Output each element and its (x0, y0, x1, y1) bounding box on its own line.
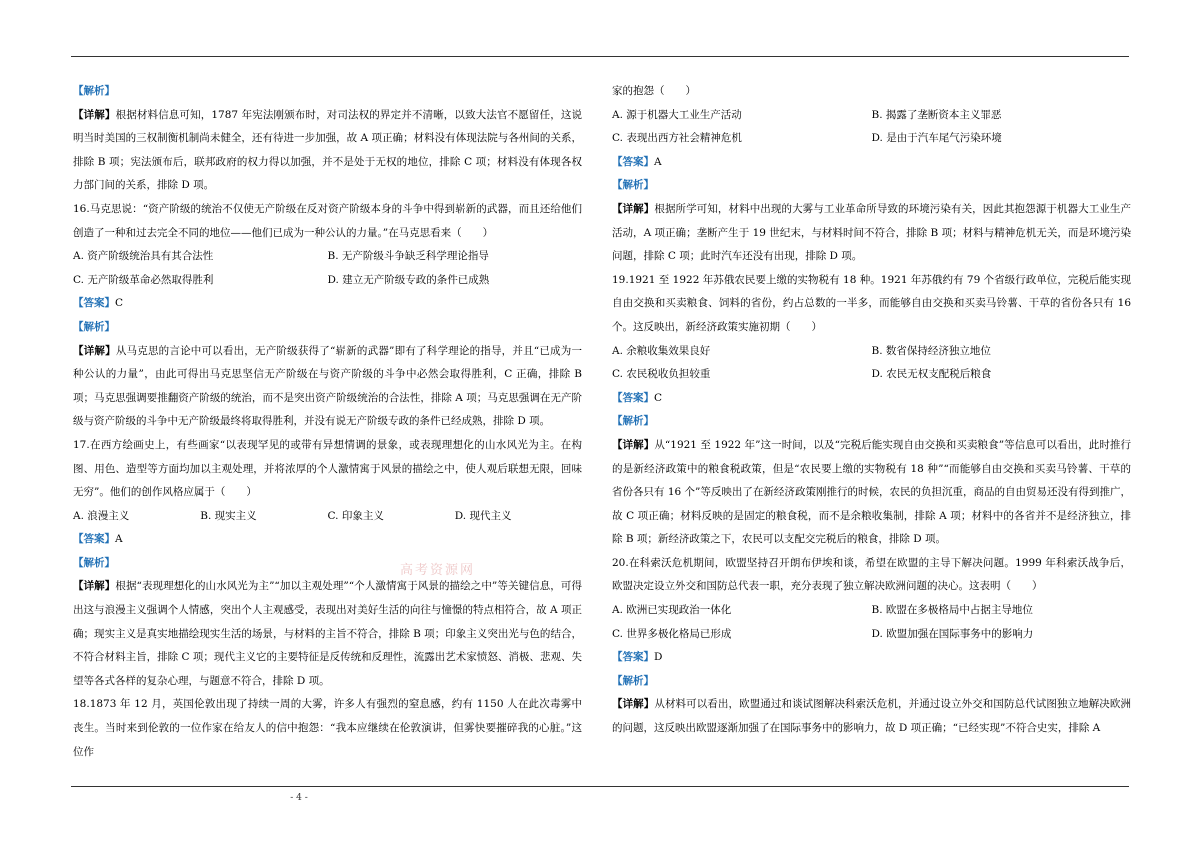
detail-label: 【详解】 (73, 344, 116, 357)
q19-answer-value: C (654, 391, 663, 404)
q15-detail (73, 104, 582, 198)
q20-analysis-label: 【解析】 (612, 674, 654, 687)
q17-options (73, 505, 582, 529)
q20-detail-text: 从材料可以看出，欧盟通过和谈试图解决科索沃危机，并通过设立外交和国防总代试图独立地解决欧洲的问题，这反映出欧盟逐渐加强了在国际事务中的影响力，故 D 项正确；“已经实现”不符合史实，排除 A (612, 698, 1131, 735)
q16-option-d: D. 建立无产阶级专政的条件已成熟 (327, 273, 490, 286)
header-rule (71, 56, 1129, 57)
q16-detail-text: 从马克思的言论中可以看出，无产阶级获得了“崭新的武器”即有了科学理论的指导，并且“已成为一种公认的力量”，由此可得出马克思坚信无产阶级在与资产阶级的斗争中必然会取得胜利，C 正确，排除 B 项；马克思强调要推翻资产阶级的统治，而不是突出资产阶级统治的合法性，排除 A 项；马克思强调在无产阶级与资产阶级的斗争中无产阶级最终将取得胜利，并没有说无产阶级专政的条件已经成熟，排除 D 项。 (73, 344, 582, 428)
q18-option-b: B. 揭露了垄断资本主义罪恶 (871, 108, 1002, 121)
q15-analysis-label: 【解析】 (73, 85, 115, 97)
q16-answer-value: C (115, 297, 124, 310)
q20-option-c: C. 世界多极化格局已形成 (612, 627, 732, 640)
q19-stem: 19.1921 至 1922 年苏俄农民要上缴的实物税有 18 种。1921 年苏俄约有 79 个省级行政单位，完税后能实现自由交换和买卖粮食、饲料的省份，约占总数的一半多，而能够自由交换和买卖马铃薯、干草的省份各只有 16 个。这反映出，新经济政策实施初期（ ） (612, 273, 1131, 333)
answer-label: 【答案】 (612, 155, 654, 168)
q20-option-a: A. 欧洲已实现政治一体化 (612, 604, 732, 617)
q20-options-row1 (612, 599, 1131, 623)
q17-detail-text: 根据“表现理想化的山水风光为主”“加以主观处理”“个人激情寓于风景的描绘之中”等关键信息，可得出这与浪漫主义强调个人情感，突出个人主观感受，表现出对美好生活的向往与憧憬的特点相符合，故 A 项正确；现实主义是真实地描绘现实生活的场景，与材料的主旨不符合，排除 B 项；印象主义突出光与色的结合，不符合材料主旨，排除 C 项；现代主义它的主要特征是反传统和反理性，流露出艺术家愤怒、消极、悲观、失望等各式各样的复杂心理，与题意不符合，排除 D 项。 (73, 580, 582, 687)
q17-option-a: A. 浪漫主义 (73, 509, 130, 522)
q15-detail-text: 根据材料信息可知，1787 年宪法刚颁布时，对司法权的界定并不清晰，以致大法官不愿留任，这说明当时美国的三权制衡机制尚未健全，还有待进一步加强，故 A 项正确；材料没有体现法院与各州间的关系，排除 B 项；宪法颁布后，联邦政府的权力得以加强，并不是处于无权的地位，排除 C 项；材料没有体现各权力部门间的关系，排除 D 项。 (73, 108, 583, 192)
q18-detail (612, 198, 1131, 269)
left-column (73, 80, 582, 764)
detail-label: 【详解】 (612, 438, 655, 451)
q18-option-a: A. 源于机器大工业生产活动 (612, 108, 742, 121)
detail-label: 【详解】 (73, 108, 116, 121)
q18-option-d: D. 是由于汽车尾气污染环境 (871, 132, 1002, 145)
q18-answer (612, 151, 1131, 175)
q19-detail (612, 434, 1131, 552)
q20-options-row2 (612, 623, 1131, 647)
watermark: 高考资源网 (400, 563, 476, 578)
q17-answer (73, 528, 582, 552)
answer-label: 【答案】 (73, 297, 115, 310)
q16-detail (73, 340, 582, 434)
detail-label: 【详解】 (612, 202, 655, 215)
q17-option-c: C. 印象主义 (327, 509, 384, 522)
q19-options-row1 (612, 340, 1131, 364)
q18-stem-part1: 18.1873 年 12 月，英国伦敦出现了持续一周的大雾，许多人有强烈的窒息感，约有 1150 人在此次毒雾中丧生。当时来到伦敦的一位作家在给友人的信中抱怨：“我本应继续在伦敦演讲，但雾快要摧碎我的心脏。”这位作 (73, 698, 582, 758)
q18-options-row1 (612, 104, 1131, 128)
q20-option-d: D. 欧盟加强在国际事务中的影响力 (871, 627, 1034, 640)
right-column (612, 80, 1131, 741)
q20-option-b: B. 欧盟在多极格局中占据主导地位 (871, 604, 1033, 617)
q20-detail (612, 693, 1131, 740)
q19-answer (612, 387, 1131, 411)
q18-answer-value: A (654, 155, 662, 168)
q18-detail-text: 根据所学可知，材料中出现的大雾与工业革命所导致的环境污染有关，因此其抱怨源于机器大工业生产活动，A 项正确；垄断产生于 19 世纪末，与材料时间不符合，排除 B 项；材料与精神危机无关，而是环境污染问题，排除 C 项；此时汽车还没有出现，排除 D 项。 (612, 202, 1131, 263)
q19-option-b: B. 数省保持经济独立地位 (871, 344, 991, 357)
q16-option-a: A. 资产阶级统治具有其合法性 (73, 250, 214, 263)
q16-options-row2 (73, 269, 582, 293)
q18-option-c: C. 表现出西方社会精神危机 (612, 132, 742, 145)
q20-stem: 20.在科索沃危机期间，欧盟坚持召开朗布伊埃和谈，希望在欧盟的主导下解决问题。1999 年科索沃战争后，欧盟决定设立外交和国防总代表一职，充分表现了独立解决欧洲问题的决心。这表明（ ） (612, 556, 1131, 593)
q19-analysis-label: 【解析】 (612, 415, 654, 428)
q20-answer (612, 646, 1131, 670)
q19-detail-text: 从“1921 至 1922 年”这一时间，以及“完税后能实现自由交换和买卖粮食”等信息可以看出，此时推行的是新经济政策中的粮食税政策，但是“农民要上缴的实物税有 18 种”“而能够自由交换和买卖马铃薯、干草的省份各只有 16 个”等反映出了在新经济政策刚推行的时候，农民的负担沉重，商品的自由贸易还没有得到推广，故 C 项正确；材料反映的是固定的粮食税，而不是余粮收集制，排除 A 项；材料中的各省并不是经济独立，排除 B 项；新经济政策之下，农民可以支配交完税后的粮食，排除 D 项。 (612, 438, 1131, 546)
q18-stem-part2: 家的抱怨（ ） (612, 85, 696, 97)
detail-label: 【详解】 (612, 698, 655, 711)
q17-option-d: D. 现代主义 (454, 509, 512, 522)
q19-option-a: A. 余粮收集效果良好 (612, 344, 711, 357)
q16-stem: 16.马克思说：“资产阶级的统治不仅使无产阶级在反对资产阶级本身的斗争中得到崭新的武器，而且还给他们创造了一种和过去完全不同的地位——他们已成为一种公认的力量。”在马克思看来（ ） (73, 202, 582, 239)
answer-label: 【答案】 (612, 651, 654, 664)
q16-analysis-label: 【解析】 (73, 320, 115, 333)
q17-stem: 17.在西方绘画史上，有些画家“以表现罕见的或带有异想情调的景象，或表现理想化的山水风光为主。在构图、用色、造型等方面均加以主观处理，并将浓厚的个人激情寓于风景的描绘之中，使人观后联想无限，回味无穷”。他们的创作风格应属于（ ） (73, 438, 582, 499)
page-number: - 4 - (290, 793, 308, 803)
q17-option-b: B. 现实主义 (200, 509, 257, 522)
q16-answer (73, 292, 582, 316)
q17-detail (73, 575, 582, 693)
q20-answer-value: D (654, 651, 663, 664)
q19-options-row2 (612, 363, 1131, 387)
answer-label: 【答案】 (612, 391, 654, 404)
q18-analysis-label: 【解析】 (612, 179, 654, 192)
answer-label: 【答案】 (73, 533, 115, 546)
q16-option-b: B. 无产阶级斗争缺乏科学理论指导 (327, 250, 489, 263)
q18-options-row2 (612, 127, 1131, 151)
q17-analysis-label: 【解析】 (73, 556, 115, 569)
footer-rule (71, 786, 1129, 787)
q17-answer-value: A (115, 533, 123, 546)
q19-option-c: C. 农民税收负担较重 (612, 368, 711, 381)
q19-option-d: D. 农民无权支配税后粮食 (871, 368, 992, 381)
q16-option-c: C. 无产阶级革命必然取得胜利 (73, 273, 214, 286)
q16-options-row1 (73, 245, 582, 269)
detail-label: 【详解】 (73, 580, 116, 593)
